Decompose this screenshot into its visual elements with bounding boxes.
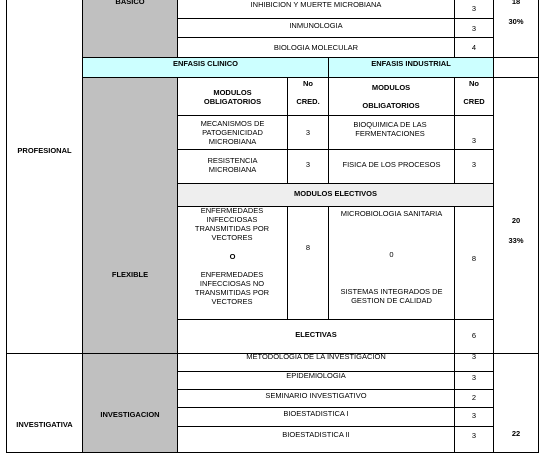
clin-oblig-row	[177, 149, 288, 184]
sub-label-investigacion: INVESTIGACION	[100, 410, 160, 419]
clin-header-modulos: MODULOS OBLIGATORIOS	[177, 77, 288, 116]
electivas-row: ELECTIVAS	[177, 319, 455, 354]
area-label-investigativa: INVESTIGATIVA	[16, 420, 73, 429]
enfasis-total-blank	[493, 57, 539, 78]
module-name: BIOLOGIA MOLECULAR	[273, 43, 359, 52]
credits-cell	[454, 319, 494, 354]
credits-value: 6	[471, 330, 477, 340]
percent-basico: 30%	[508, 17, 524, 26]
percent-profesional: 33%	[508, 236, 524, 245]
module-row	[177, 0, 455, 19]
credits-cell	[454, 37, 494, 58]
investigativa-total-cell	[493, 353, 539, 453]
module-name: FISICA DE LOS PROCESOS	[342, 160, 441, 169]
module-name: METODOLOGIA DE LA INVESTIGACION	[246, 352, 386, 361]
ind-header-cred-label: CRED	[463, 97, 485, 106]
credits-cell	[287, 149, 329, 184]
total-credits-basico: 18	[511, 0, 521, 6]
credits-value: 3	[471, 373, 477, 382]
credits-value: 8	[305, 243, 311, 252]
module-row	[177, 37, 455, 58]
ind-header-no: No	[469, 79, 479, 88]
profesional-area-cell	[6, 0, 83, 354]
credits-value: 3	[305, 160, 311, 169]
clin-electivo-option-1: ENFERMEDADES INFECCIOSAS TRANSMITIDAS POR VECTORES	[194, 206, 270, 242]
credits-value: 3	[471, 4, 477, 13]
credits-value: 3	[471, 411, 477, 420]
clin-electivo-option-2: ENFERMEDADES INFECCIOSAS NO TRANSMITIDAS POR VECTORES	[194, 270, 270, 306]
credits-cell	[287, 206, 329, 320]
clin-header-no: No	[303, 79, 313, 88]
credits-cell	[454, 0, 494, 19]
credits-value: 2	[471, 393, 477, 402]
clin-header-cred-label: CRED.	[296, 97, 320, 106]
ind-electivo-or: 0	[389, 250, 394, 259]
credits-value: 3	[471, 160, 477, 169]
total-credits-investigativa: 22	[511, 429, 521, 438]
sub-label-flexible: FLEXIBLE	[111, 270, 149, 279]
module-name: EPIDEMIOLOGIA	[286, 371, 346, 380]
module-name: SEMINARIO INVESTIGATIVO	[265, 391, 367, 400]
investigativa-area-cell	[6, 353, 83, 453]
module-name: RESISTENCIA MICROBIANA	[207, 155, 258, 174]
ind-electivo-option-2: SISTEMAS INTEGRADOS DE GESTION DE CALIDAD	[340, 287, 443, 305]
credits-value: 3	[471, 352, 477, 361]
module-name: BIOQUIMICA DE LAS FERMENTACIONES	[353, 120, 427, 138]
module-name: BIOESTADISTICA II	[282, 430, 350, 439]
credits-value: 3	[305, 128, 311, 137]
basico-sub-cell	[82, 0, 178, 58]
credits-cell	[454, 18, 494, 38]
module-name: BIOESTADISTICA I	[283, 409, 349, 418]
enfasis-industrial-header: ENFASIS INDUSTRIAL	[328, 57, 494, 78]
investigacion-sub-cell	[82, 353, 178, 453]
flexible-sub-cell	[82, 77, 178, 354]
enfasis-clinico-header: ENFASIS CLINICO	[82, 57, 329, 78]
credits-cell	[287, 115, 329, 150]
area-label-profesional: PROFESIONAL	[17, 146, 72, 155]
credits-value: 3	[471, 431, 477, 440]
ind-oblig-row	[328, 149, 455, 184]
credits-cell	[454, 149, 494, 184]
clin-electivo-or: O	[229, 252, 236, 261]
module-name: MECANISMOS DE PATOGENICIDAD MICROBIANA	[200, 119, 265, 146]
total-credits-profesional: 20	[511, 216, 521, 225]
ind-electivo-option-1: MICROBIOLOGIA SANITARIA	[340, 209, 443, 218]
total-cell	[493, 0, 539, 58]
credits-value: 8	[471, 254, 477, 263]
module-row	[177, 18, 455, 38]
electivos-header: MODULOS ELECTIVOS	[177, 183, 494, 207]
module-name: INHIBICION Y MUERTE MICROBIANA	[250, 0, 382, 9]
module-name: INMUNOLOGIA	[289, 21, 343, 30]
credits-value: 4	[471, 43, 477, 52]
credits-value: 3	[471, 23, 477, 33]
ind-header-modulos-label: MODULOS OBLIGATORIOS	[362, 83, 420, 110]
credits-cell	[454, 206, 494, 320]
sub-label-basico: BASICO	[115, 0, 145, 6]
clin-oblig-row	[177, 115, 288, 150]
credits-value: 3	[471, 136, 477, 145]
